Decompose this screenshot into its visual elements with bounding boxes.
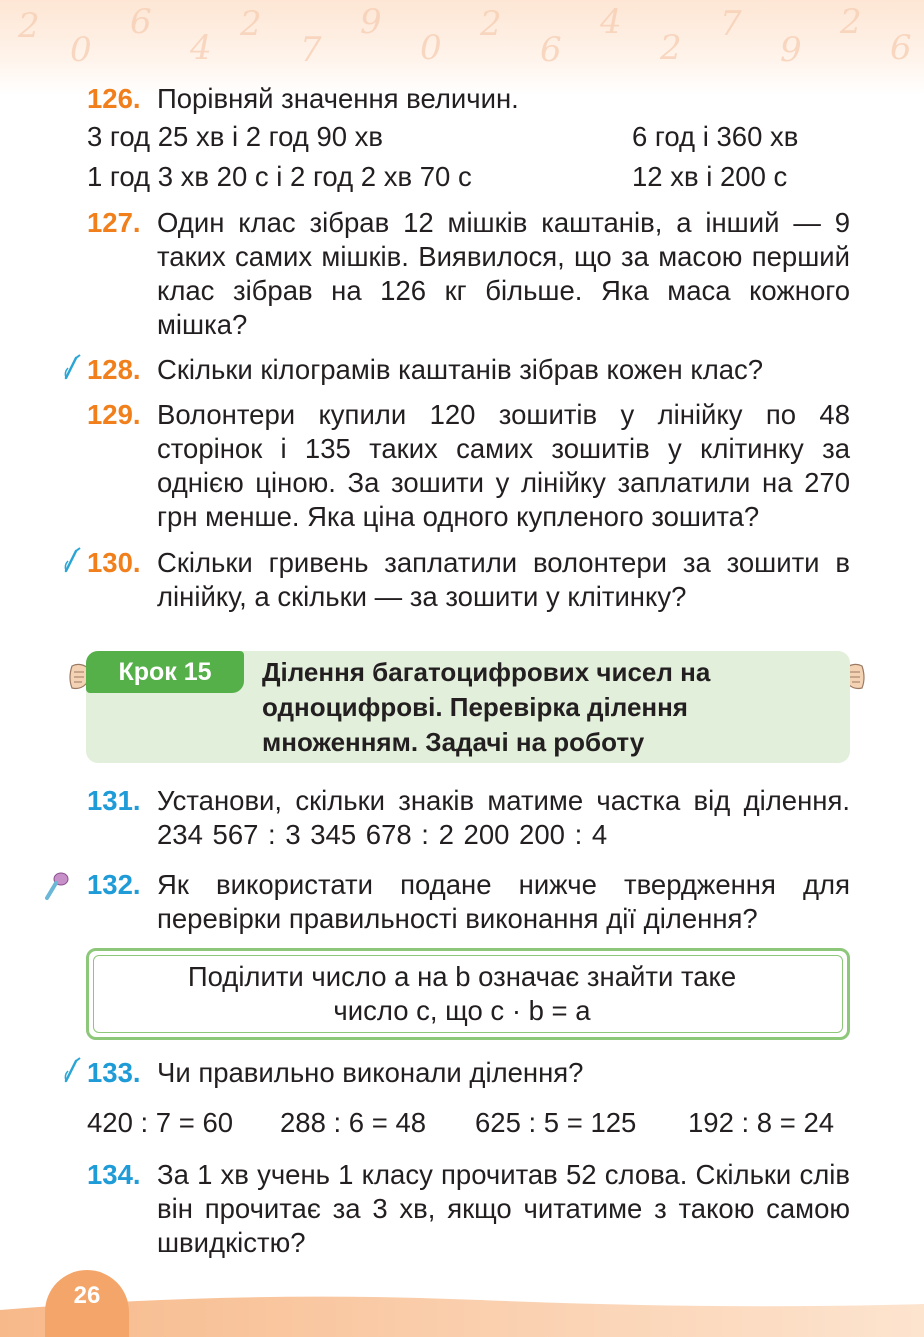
task-text: Установи, скільки знаків матиме частка від ділення. 234 567 : 3 345 678 : 2 200 200 : 4 [157, 785, 850, 850]
pencil-icon [62, 545, 86, 575]
decorative-digit: 2 [240, 4, 262, 44]
decorative-digit: 0 [70, 30, 92, 70]
decorative-header-band [0, 0, 924, 95]
comparison-item: 6 год і 360 хв [632, 121, 799, 152]
pencil-icon [62, 1055, 86, 1085]
step-title: Ділення багатоцифрових чисел на одноцифрові. Перевірка ділення множенням. Задачі на роботу [262, 657, 711, 757]
decorative-digit: 4 [600, 2, 622, 42]
task-number: 129. [87, 399, 141, 430]
task-number: 127. [87, 207, 141, 238]
decorative-digit: 6 [130, 2, 152, 42]
task-number: 131. [87, 785, 141, 816]
decorative-digit: 6 [540, 30, 562, 70]
pencil-icon [62, 352, 86, 382]
task-number: 132. [87, 869, 141, 900]
decorative-digit: 4 [190, 28, 212, 68]
decorative-digit: 6 [890, 28, 912, 68]
task-text: Як використати подане нижче твердження для перевірки правильності виконання дії ділення? [157, 869, 850, 934]
comparison-item: 3 год 25 хв і 2 год 90 хв [87, 121, 384, 152]
task-number: 128. [87, 354, 141, 385]
decorative-digit: 7 [300, 30, 322, 70]
decorative-digit: 9 [780, 30, 802, 70]
decorative-digit: 2 [18, 6, 40, 46]
decorative-digit: 0 [420, 28, 442, 68]
decorative-footer-wave [0, 1290, 924, 1337]
rule-line: число c, що c · b = a [333, 995, 591, 1026]
task-text: Скільки кілограмів каштанів зібрав кожен клас? [157, 354, 764, 385]
decorative-digit: 2 [840, 2, 862, 42]
division-example: 288 : 6 = 48 [280, 1107, 427, 1138]
task-number: 133. [87, 1057, 141, 1088]
task-text: Волонтери купили 120 зошитів у лінійку по 48 сторінок і 135 таких самих зошитів у клітинку за однією ціною. За зошити у лінійку заплатили на 270 грн менше. Яка ціна одного купленого зошита? [157, 399, 850, 532]
task-text: Порівняй значення величин. [157, 83, 519, 114]
division-example: 625 : 5 = 125 [475, 1107, 637, 1138]
task-text: Скільки гривень заплатили волонтери за зошити в лінійку, а скільки — за зошити у клітинку? [157, 547, 850, 612]
rule-line: Поділити число a на b означає знайти таке [187, 961, 737, 992]
task-number: 130. [87, 547, 141, 578]
decorative-digit: 2 [660, 28, 682, 68]
task-text: Чи правильно виконали ділення? [157, 1057, 584, 1088]
decorative-digit: 9 [360, 2, 382, 42]
decorative-digit: 2 [480, 4, 502, 44]
division-example: 192 : 8 = 24 [688, 1107, 835, 1138]
comparison-item: 1 год 3 хв 20 с і 2 год 2 хв 70 с [87, 161, 472, 192]
task-text: Один клас зібрав 12 мішків каштанів, а інший — 9 таких самих мішків. Виявилося, що за масою перший клас зібрав на 126 кг більше. Яка маса кожного мішка? [157, 207, 850, 340]
task-text: За 1 хв учень 1 класу прочитав 52 слова. Скільки слів він прочитає за 3 хв, якщо читатиме з такою самою швидкістю? [157, 1159, 850, 1258]
division-example: 420 : 7 = 60 [87, 1107, 234, 1138]
page-number: 26 [45, 1270, 129, 1337]
rule-statement [100, 960, 824, 1028]
task-number: 126. [87, 83, 141, 114]
task-number: 134. [87, 1159, 141, 1190]
comparison-item: 12 хв і 200 с [632, 161, 788, 192]
step-label: Крок 15 [86, 651, 244, 693]
decorative-digit: 7 [720, 4, 742, 44]
microphone-icon [40, 870, 72, 904]
